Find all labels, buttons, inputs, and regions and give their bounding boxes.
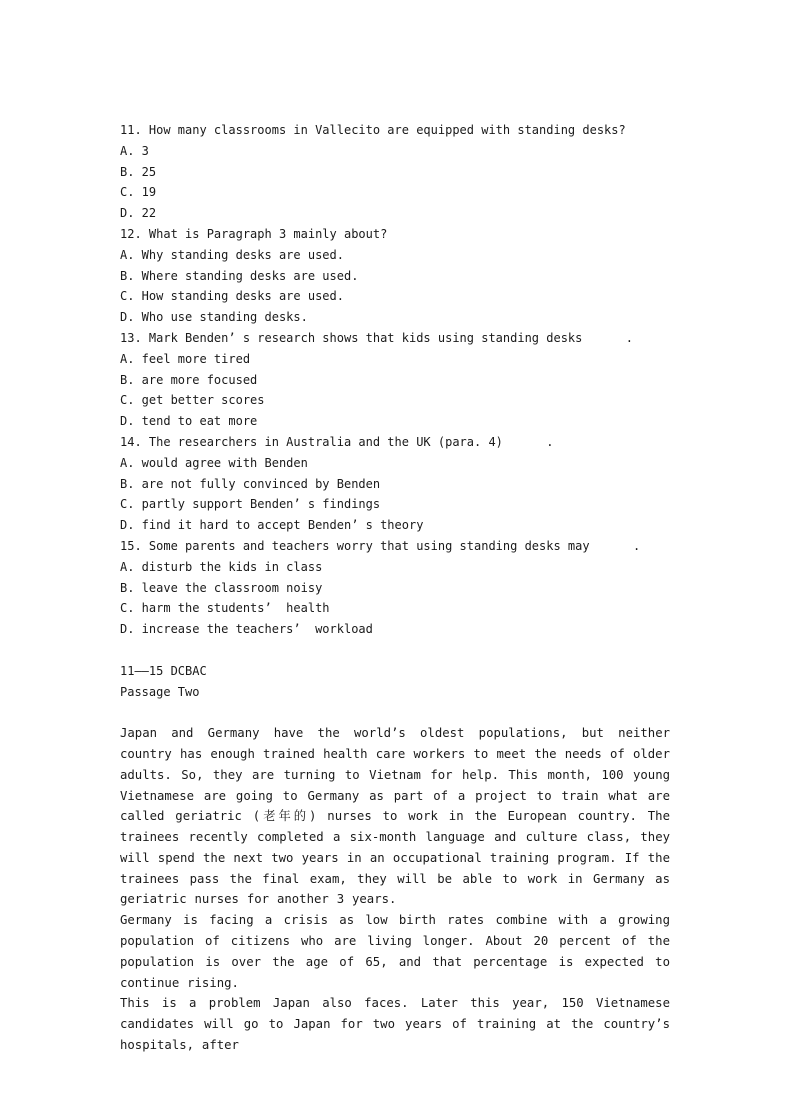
question-11 <box>120 120 670 224</box>
option-a: A. disturb the kids in class <box>120 559 323 574</box>
option-a: A. Why standing desks are used. <box>120 247 344 262</box>
question-14 <box>120 432 670 536</box>
option-d: D. find it hard to accept Benden’ s theory <box>120 518 424 533</box>
option-b: B. Where standing desks are used. <box>120 268 359 283</box>
option-a: A. feel more tired <box>120 351 251 366</box>
option-c: C. harm the students’ health <box>120 601 330 616</box>
question-stem: 11. How many classrooms in Vallecito are equipped with standing desks? <box>120 123 626 137</box>
document-page <box>120 120 670 1056</box>
answer-section <box>120 661 670 703</box>
question-list <box>120 120 670 640</box>
option-c: C. How standing desks are used. <box>120 289 344 304</box>
question-stem: 15. Some parents and teachers worry that using standing desks may . <box>120 538 641 553</box>
passage-paragraph: This is a problem Japan also faces. Later this year, 150 Vietnamese candidates will go to Japan for two years of training at the country’s hospitals, after <box>120 996 670 1053</box>
question-stem: 13. Mark Benden’ s research shows that kids using standing desks . <box>120 330 633 345</box>
option-c: C. partly support Benden’ s findings <box>120 497 381 512</box>
option-a: A. 3 <box>120 143 149 158</box>
question-12 <box>120 224 670 328</box>
option-c: C. 19 <box>120 185 157 200</box>
option-b: B. leave the classroom noisy <box>120 580 323 595</box>
option-c: C. get better scores <box>120 393 265 408</box>
option-a: A. would agree with Benden <box>120 455 308 470</box>
option-b: B. 25 <box>120 164 157 179</box>
question-15 <box>120 536 670 640</box>
question-stem: 12. What is Paragraph 3 mainly about? <box>120 226 388 241</box>
passage-title: Passage Two <box>120 684 200 699</box>
passage-paragraph: Japan and Germany have the world’s oldest populations, but neither country has enough trained health care workers to meet the needs of older adults. So, they are turning to Vietnam for help. This month, 100 young Vietnamese are going to Germany as part of a project to train what are called geriatric (老年的) nurses to work in the European country. The trainees recently completed a six-month language and culture class, they will spend the next two years in an occupational training program. If the trainees pass the final exam, they will be able to work in Germany as geriatric nurses for another 3 years. <box>120 726 670 907</box>
option-b: B. are more focused <box>120 372 258 387</box>
question-stem: 14. The researchers in Australia and the UK (para. 4) . <box>120 434 554 449</box>
option-d: D. Who use standing desks. <box>120 310 308 325</box>
option-d: D. increase the teachers’ workload <box>120 622 373 637</box>
answer-key: 11——15 DCBAC <box>120 663 207 678</box>
passage-body <box>120 723 670 1056</box>
option-d: D. 22 <box>120 206 157 221</box>
passage-paragraph: Germany is facing a crisis as low birth rates combine with a growing population of citizens who are living longer. About 20 percent of the population is over the age of 65, and that percentage is expected to continue rising. <box>120 913 670 990</box>
option-b: B. are not fully convinced by Benden <box>120 476 381 491</box>
option-d: D. tend to eat more <box>120 414 258 429</box>
question-13 <box>120 328 670 432</box>
